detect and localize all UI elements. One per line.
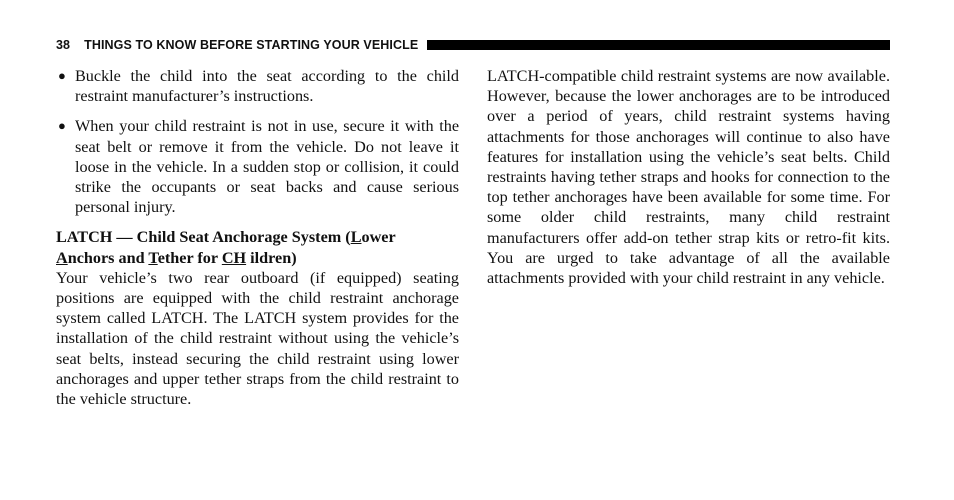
page-number: 38 — [56, 38, 71, 52]
header-rule — [427, 40, 890, 50]
bullet-item — [56, 116, 459, 217]
heading-text: nchors and — [67, 248, 149, 267]
page-header — [56, 37, 890, 53]
bullet-text: When your child restraint is not in use, secure it with the seat belt or remove it from the vehicle. Do not leave it loose in the vehicle. In a sudden stop or collision, it could strike the occupants or seat backs and cause serious personal injury. — [75, 117, 459, 217]
bullet-icon: ● — [58, 68, 66, 83]
right-column — [487, 66, 890, 288]
body-paragraph: LATCH-compatible child restraint systems are now available. However, because the lower anchorages are to be introduced over a period of years, child restraint systems having attachments for those anchorages will continue to also have features for installation using the vehicle’s seat belts. Child restraints having tether straps and hooks for connection to the top tether anchorages have been available for some time. For some older child restraints, many child restraint manufacturers offer add-on tether strap kits or retro-fit kits. You are urged to take advantage of all the available attachments provided with your child restraint in any vehicle. — [487, 67, 890, 288]
body-paragraph: Your vehicle’s two rear outboard (if equipped) seating positions are equipped with the child restraint anchorage system called LATCH. The LATCH system provides for the installation of the child restraint without using the vehicle’s seat belts, instead securing the child restraint using lower anchorages and upper tether straps from the child restraint to the vehicle structure. — [56, 268, 459, 409]
bullet-icon: ● — [58, 118, 66, 134]
bullet-text: Buckle the child into the seat according to the child restraint manufacturer’s instructions. — [75, 67, 459, 106]
left-column — [56, 66, 459, 409]
heading-text: ether for — [157, 248, 222, 267]
heading-underlined-letter: CH — [221, 248, 247, 267]
section-heading — [56, 227, 459, 267]
heading-underlined-letter: L — [350, 228, 362, 247]
heading-text: LATCH — Child Seat Anchorage System ( — [56, 228, 351, 247]
heading-text: ildren) — [246, 248, 297, 267]
heading-text: ower — [361, 228, 396, 247]
bullet-list — [56, 66, 459, 217]
heading-underlined-letter: T — [148, 248, 158, 267]
heading-underlined-letter: A — [56, 248, 68, 267]
bullet-item — [56, 66, 459, 106]
section-title: THINGS TO KNOW BEFORE STARTING YOUR VEHICLE — [84, 38, 419, 52]
